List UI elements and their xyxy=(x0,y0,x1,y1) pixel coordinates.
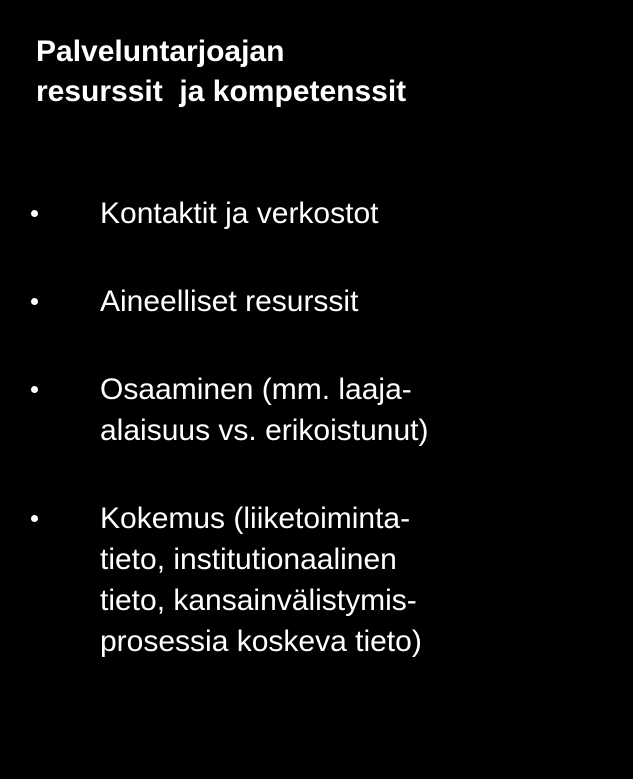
bullet-text-line: Kontaktit ja verkostot xyxy=(100,197,379,230)
bullet-item-material-resources xyxy=(0,281,600,322)
bullet-text-line: tieto, institutionaalinen xyxy=(100,543,397,576)
bullet-text-line: Kokemus (liiketoiminta- xyxy=(100,502,411,535)
bullet-dot-icon xyxy=(31,298,38,305)
bullet-item-experience xyxy=(0,498,600,662)
bullet-text-line: alaisuus vs. erikoistunut) xyxy=(100,414,429,447)
bullet-dot-icon xyxy=(31,515,38,522)
slide-heading xyxy=(36,32,616,112)
bullet-text-line: Osaaminen (mm. laaja- xyxy=(100,373,412,406)
bullet-dot-icon xyxy=(31,210,38,217)
bullet-text-line: tieto, kansainvälistymis- xyxy=(100,584,417,617)
bullet-dot-icon xyxy=(31,386,38,393)
heading-line-1: Palveluntarjoajan xyxy=(36,35,285,68)
bullet-item-contacts xyxy=(0,193,600,234)
bullet-text-line: Aineelliset resurssit xyxy=(100,285,359,318)
heading-line-2: resurssit ja kompetenssit xyxy=(36,75,407,108)
bullet-item-competence xyxy=(0,369,600,451)
bullet-text-line: prosessia koskeva tieto) xyxy=(100,625,422,658)
bullet-list xyxy=(0,193,633,662)
